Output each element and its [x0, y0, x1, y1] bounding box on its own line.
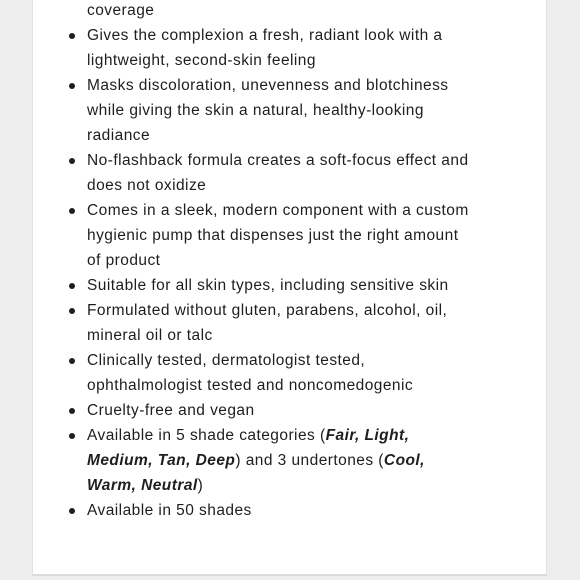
list-item-shades: Available in 5 shade categories (Fair, Light, Medium, Tan, Deep) and 3 undertones (Cool, Warm, Neutral) [33, 423, 527, 498]
list-item: Clinically tested, dermatologist tested, ophthalmologist tested and noncomedogenic [33, 348, 527, 398]
list-item: Comes in a sleek, modern component with a custom hygienic pump that dispenses just the right amount of product [33, 198, 527, 273]
feature-list [33, 0, 527, 523]
undertones-emphasis: Cool, [383, 452, 425, 469]
list-item: Suitable for all skin types, including sensitive skin [33, 273, 527, 298]
list-item: Cruelty-free and vegan [33, 398, 527, 423]
undertones-emphasis: Warm, Neutral [87, 477, 198, 494]
list-item: No-flashback formula creates a soft-focus effect and does not oxidize [33, 148, 527, 198]
list-item: Available in 50 shades [33, 498, 527, 523]
list-item: coverage [33, 0, 527, 23]
list-item: Masks discoloration, unevenness and blotchiness while giving the skin a natural, healthy-looking radiance [33, 73, 527, 148]
list-item: Formulated without gluten, parabens, alcohol, oil, mineral oil or talc [33, 298, 527, 348]
list-item: Gives the complexion a fresh, radiant look with a lightweight, second-skin feeling [33, 23, 527, 73]
shade-categories-emphasis: Fair, Light, [325, 427, 410, 444]
product-details-card [32, 0, 547, 575]
shade-categories-emphasis: Medium, Tan, Deep [87, 452, 236, 469]
card-bottom-divider [32, 575, 547, 576]
